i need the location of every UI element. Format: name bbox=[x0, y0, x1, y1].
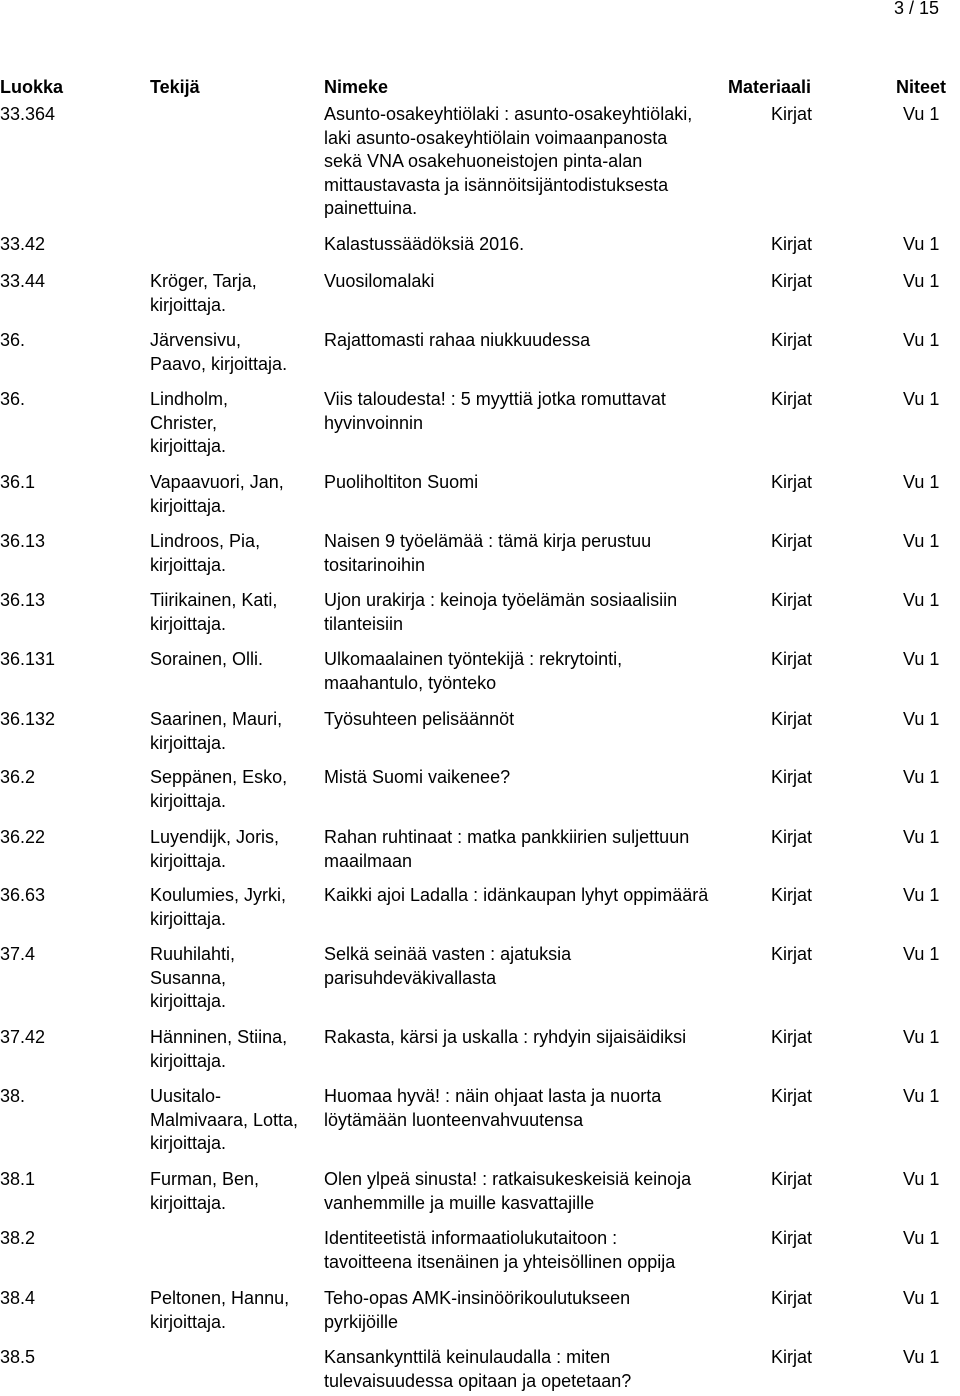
cell-material: Kirjat bbox=[771, 709, 813, 729]
cell-material: Kirjat bbox=[771, 767, 813, 787]
cell-class: 36.13 bbox=[0, 590, 46, 610]
cell-author: Järvensivu, Paavo, kirjoittaja. bbox=[150, 330, 288, 374]
cell-notes: Vu 1 bbox=[903, 649, 940, 669]
cell-class: 36.63 bbox=[0, 885, 46, 905]
cell-notes: Vu 1 bbox=[903, 1288, 940, 1308]
cell-title: Ujon urakirja : keinoja työelämän sosiaalisiin tilanteisiin bbox=[324, 590, 678, 634]
cell-title: Työsuhteen pelisäännöt bbox=[324, 709, 515, 729]
cell-author: Luyendijk, Joris, kirjoittaja. bbox=[150, 827, 280, 871]
cell-title: Huomaa hyvä! : näin ohjaat lasta ja nuorta löytämään luonteenvahvuutensa bbox=[324, 1086, 662, 1130]
cell-class: 36.22 bbox=[0, 827, 46, 847]
cell-notes: Vu 1 bbox=[903, 1347, 940, 1367]
cell-material: Kirjat bbox=[771, 271, 813, 291]
cell-notes: Vu 1 bbox=[903, 1086, 940, 1106]
cell-notes: Vu 1 bbox=[903, 590, 940, 610]
cell-title: Rakasta, kärsi ja uskalla : ryhdyin sijaisäidiksi bbox=[324, 1027, 687, 1047]
cell-material: Kirjat bbox=[771, 1288, 813, 1308]
cell-author: Furman, Ben, kirjoittaja. bbox=[150, 1169, 260, 1213]
cell-title: Kalastussäädöksiä 2016. bbox=[324, 234, 525, 254]
cell-title: Naisen 9 työelämää : tämä kirja perustuu tositarinoihin bbox=[324, 531, 652, 575]
cell-class: 37.4 bbox=[0, 944, 36, 964]
cell-material: Kirjat bbox=[771, 389, 813, 409]
page-number: 3 / 15 bbox=[893, 0, 939, 18]
cell-notes: Vu 1 bbox=[903, 827, 940, 847]
header-author: Tekijä bbox=[150, 77, 200, 97]
cell-material: Kirjat bbox=[771, 1228, 813, 1248]
cell-notes: Vu 1 bbox=[903, 1027, 940, 1047]
cell-material: Kirjat bbox=[771, 649, 813, 669]
cell-title: Kansankynttilä keinulaudalla : miten tulevaisuudessa opitaan ja opetetaan? bbox=[324, 1347, 632, 1391]
cell-class: 37.42 bbox=[0, 1027, 46, 1047]
cell-class: 36.1 bbox=[0, 472, 36, 492]
cell-material: Kirjat bbox=[771, 104, 813, 124]
cell-title: Mistä Suomi vaikenee? bbox=[324, 767, 511, 787]
cell-author: Saarinen, Mauri, kirjoittaja. bbox=[150, 709, 283, 753]
cell-notes: Vu 1 bbox=[903, 1169, 940, 1189]
cell-material: Kirjat bbox=[771, 1027, 813, 1047]
cell-material: Kirjat bbox=[771, 1169, 813, 1189]
cell-author: Ruuhilahti, Susanna, kirjoittaja. bbox=[150, 944, 236, 1011]
cell-title: Puoliholtiton Suomi bbox=[324, 472, 479, 492]
cell-material: Kirjat bbox=[771, 885, 813, 905]
cell-class: 33.44 bbox=[0, 271, 46, 291]
cell-material: Kirjat bbox=[771, 944, 813, 964]
cell-notes: Vu 1 bbox=[903, 104, 940, 124]
cell-author: Koulumies, Jyrki, kirjoittaja. bbox=[150, 885, 287, 929]
cell-title: Teho-opas AMK-insinöörikoulutukseen pyrkijöille bbox=[324, 1288, 631, 1332]
cell-class: 36. bbox=[0, 389, 26, 409]
cell-material: Kirjat bbox=[771, 590, 813, 610]
cell-title: Kaikki ajoi Ladalla : idänkaupan lyhyt oppimäärä bbox=[324, 885, 709, 905]
cell-notes: Vu 1 bbox=[903, 767, 940, 787]
cell-class: 36.2 bbox=[0, 767, 36, 787]
header-material: Materiaali bbox=[728, 77, 812, 97]
cell-title: Viis taloudesta! : 5 myyttiä jotka romuttavat hyvinvoinnin bbox=[324, 389, 666, 433]
cell-notes: Vu 1 bbox=[903, 531, 940, 551]
cell-title: Olen ylpeä sinusta! : ratkaisukeskeisiä keinoja vanhemmille ja muille kasvattajille bbox=[324, 1169, 692, 1213]
cell-notes: Vu 1 bbox=[903, 944, 940, 964]
cell-class: 33.42 bbox=[0, 234, 46, 254]
cell-title: Selkä seinää vasten : ajatuksia parisuhdeväkivallasta bbox=[324, 944, 572, 988]
cell-author: Tiirikainen, Kati, kirjoittaja. bbox=[150, 590, 278, 634]
cell-notes: Vu 1 bbox=[903, 389, 940, 409]
header-title: Nimeke bbox=[324, 77, 389, 97]
cell-material: Kirjat bbox=[771, 330, 813, 350]
cell-class: 38.1 bbox=[0, 1169, 36, 1189]
cell-class: 33.364 bbox=[0, 104, 56, 124]
cell-notes: Vu 1 bbox=[903, 234, 940, 254]
cell-title: Ulkomaalainen työntekijä : rekrytointi, maahantulo, työnteko bbox=[324, 649, 623, 693]
cell-class: 38.5 bbox=[0, 1347, 36, 1367]
cell-material: Kirjat bbox=[771, 1086, 813, 1106]
cell-material: Kirjat bbox=[771, 1347, 813, 1367]
cell-author: Sorainen, Olli. bbox=[150, 649, 264, 669]
header-class: Luokka bbox=[0, 77, 64, 97]
cell-class: 36.132 bbox=[0, 709, 56, 729]
cell-notes: Vu 1 bbox=[903, 330, 940, 350]
cell-author: Hänninen, Stiina, kirjoittaja. bbox=[150, 1027, 288, 1071]
cell-material: Kirjat bbox=[771, 234, 813, 254]
cell-notes: Vu 1 bbox=[903, 472, 940, 492]
cell-author: Uusitalo- Malmivaara, Lotta, kirjoittaja. bbox=[150, 1086, 299, 1153]
header-notes: Niteet bbox=[896, 77, 947, 97]
cell-material: Kirjat bbox=[771, 472, 813, 492]
cell-title: Identiteetistä informaatiolukutaitoon : tavoitteena itsenäinen ja yhteisöllinen oppija bbox=[324, 1228, 676, 1272]
cell-notes: Vu 1 bbox=[903, 1228, 940, 1248]
cell-author: Vapaavuori, Jan, kirjoittaja. bbox=[150, 472, 284, 516]
cell-author: Peltonen, Hannu, kirjoittaja. bbox=[150, 1288, 290, 1332]
cell-title: Rajattomasti rahaa niukkuudessa bbox=[324, 330, 591, 350]
cell-notes: Vu 1 bbox=[903, 271, 940, 291]
cell-notes: Vu 1 bbox=[903, 709, 940, 729]
cell-class: 36. bbox=[0, 330, 26, 350]
cell-class: 38.2 bbox=[0, 1228, 36, 1248]
cell-title: Vuosilomalaki bbox=[324, 271, 435, 291]
cell-material: Kirjat bbox=[771, 531, 813, 551]
cell-author: Lindroos, Pia, kirjoittaja. bbox=[150, 531, 261, 575]
cell-notes: Vu 1 bbox=[903, 885, 940, 905]
cell-class: 38.4 bbox=[0, 1288, 36, 1308]
cell-author: Seppänen, Esko, kirjoittaja. bbox=[150, 767, 288, 811]
cell-class: 38. bbox=[0, 1086, 26, 1106]
cell-material: Kirjat bbox=[771, 827, 813, 847]
cell-title: Asunto-osakeyhtiölaki : asunto-osakeyhtiölaki, laki asunto-osakeyhtiölain voimaanpanosta sekä VNA osakehuoneistojen pinta-alan mittaustavasta ja isännöitsijäntodistuksesta painettuina. bbox=[324, 104, 693, 218]
cell-author: Kröger, Tarja, kirjoittaja. bbox=[150, 271, 257, 315]
cell-author: Lindholm, Christer, kirjoittaja. bbox=[150, 389, 229, 456]
cell-title: Rahan ruhtinaat : matka pankkiirien suljettuun maailmaan bbox=[324, 827, 690, 871]
cell-class: 36.13 bbox=[0, 531, 46, 551]
cell-class: 36.131 bbox=[0, 649, 56, 669]
